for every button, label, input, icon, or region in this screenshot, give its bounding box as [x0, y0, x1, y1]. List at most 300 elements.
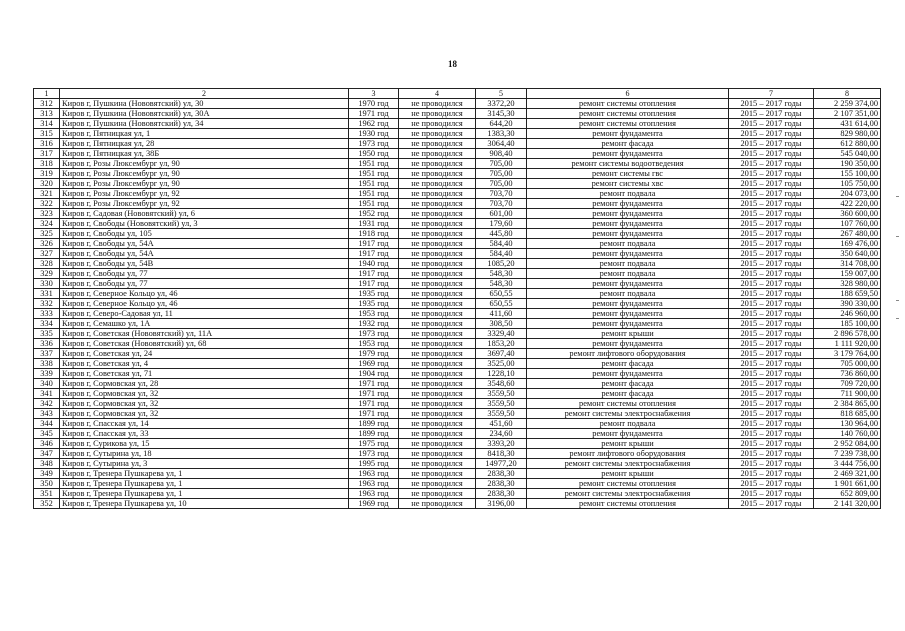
work-type-cell: ремонт фундамента [527, 219, 729, 229]
build-year-cell: 1953 год [349, 339, 399, 349]
column-header: 5 [476, 89, 527, 99]
period-cell: 2015 – 2017 годы [729, 369, 814, 379]
last-repair-cell: не проводился [399, 119, 476, 129]
table-row [34, 159, 881, 169]
cost-cell: 3 179 764,00 [814, 349, 881, 359]
last-repair-cell: не проводился [399, 239, 476, 249]
row-number-cell: 323 [34, 209, 60, 219]
address-cell: Киров г, Тренера Пушкарева ул, 1 [60, 489, 349, 499]
last-repair-cell: не проводился [399, 439, 476, 449]
last-repair-cell: не проводился [399, 419, 476, 429]
row-number-cell: 352 [34, 499, 60, 509]
column-header: 2 [60, 89, 349, 99]
work-type-cell: ремонт системы водоотведения [527, 159, 729, 169]
period-cell: 2015 – 2017 годы [729, 239, 814, 249]
table-row [34, 479, 881, 489]
table-row [34, 139, 881, 149]
last-repair-cell: не проводился [399, 199, 476, 209]
build-year-cell: 1951 год [349, 159, 399, 169]
build-year-cell: 1935 год [349, 299, 399, 309]
period-cell: 2015 – 2017 годы [729, 459, 814, 469]
build-year-cell: 1969 год [349, 359, 399, 369]
build-year-cell: 1951 год [349, 179, 399, 189]
area-cell: 3697,40 [476, 349, 527, 359]
last-repair-cell: не проводился [399, 229, 476, 239]
build-year-cell: 1917 год [349, 249, 399, 259]
table-row [34, 249, 881, 259]
last-repair-cell: не проводился [399, 429, 476, 439]
cost-cell: 155 100,00 [814, 169, 881, 179]
address-cell: Киров г, Пятницкая ул, 38Б [60, 149, 349, 159]
area-cell: 1853,20 [476, 339, 527, 349]
table-row [34, 489, 881, 499]
table-row [34, 209, 881, 219]
table-body [34, 99, 881, 509]
build-year-cell: 1940 год [349, 259, 399, 269]
row-number-cell: 348 [34, 459, 60, 469]
build-year-cell: 1917 год [349, 269, 399, 279]
build-year-cell: 1904 год [349, 369, 399, 379]
area-cell: 2838,30 [476, 469, 527, 479]
area-cell: 548,30 [476, 279, 527, 289]
row-number-cell: 339 [34, 369, 60, 379]
table-row [34, 269, 881, 279]
last-repair-cell: не проводился [399, 179, 476, 189]
last-repair-cell: не проводился [399, 129, 476, 139]
cost-cell: 1 111 920,00 [814, 339, 881, 349]
period-cell: 2015 – 2017 годы [729, 409, 814, 419]
period-cell: 2015 – 2017 годы [729, 389, 814, 399]
address-cell: Киров г, Тренера Пушкарева ул, 1 [60, 479, 349, 489]
cost-cell: 204 073,00 [814, 189, 881, 199]
period-cell: 2015 – 2017 годы [729, 449, 814, 459]
work-type-cell: ремонт системы гвс [527, 169, 729, 179]
area-cell: 1228,10 [476, 369, 527, 379]
scan-margin-mark [896, 196, 899, 197]
row-number-cell: 325 [34, 229, 60, 239]
table-row [34, 439, 881, 449]
column-header: 3 [349, 89, 399, 99]
work-type-cell: ремонт фундамента [527, 149, 729, 159]
work-type-cell: ремонт лифтового оборудования [527, 449, 729, 459]
address-cell: Киров г, Советская (Нововятский) ул, 11А [60, 329, 349, 339]
build-year-cell: 1953 год [349, 309, 399, 319]
table-row [34, 419, 881, 429]
cost-cell: 705 000,00 [814, 359, 881, 369]
area-cell: 445,80 [476, 229, 527, 239]
last-repair-cell: не проводился [399, 219, 476, 229]
table-row [34, 239, 881, 249]
area-cell: 2838,30 [476, 479, 527, 489]
area-cell: 703,70 [476, 199, 527, 209]
row-number-cell: 351 [34, 489, 60, 499]
work-type-cell: ремонт крыши [527, 329, 729, 339]
cost-cell: 2 259 374,00 [814, 99, 881, 109]
work-type-cell: ремонт крыши [527, 469, 729, 479]
address-cell: Киров г, Спасская ул, 33 [60, 429, 349, 439]
address-cell: Киров г, Садовая (Нововятский) ул, 6 [60, 209, 349, 219]
area-cell: 644,20 [476, 119, 527, 129]
cost-cell: 829 980,00 [814, 129, 881, 139]
work-type-cell: ремонт фасада [527, 139, 729, 149]
last-repair-cell: не проводился [399, 369, 476, 379]
cost-cell: 267 480,00 [814, 229, 881, 239]
cost-cell: 169 476,00 [814, 239, 881, 249]
build-year-cell: 1971 год [349, 379, 399, 389]
cost-cell: 709 720,00 [814, 379, 881, 389]
address-cell: Киров г, Свободы ул, 54А [60, 239, 349, 249]
work-type-cell: ремонт системы отопления [527, 109, 729, 119]
address-cell: Киров г, Пятницкая ул, 1 [60, 129, 349, 139]
table-row [34, 349, 881, 359]
area-cell: 3329,40 [476, 329, 527, 339]
row-number-cell: 326 [34, 239, 60, 249]
last-repair-cell: не проводился [399, 249, 476, 259]
column-header: 1 [34, 89, 60, 99]
period-cell: 2015 – 2017 годы [729, 149, 814, 159]
row-number-cell: 314 [34, 119, 60, 129]
work-type-cell: ремонт фундамента [527, 129, 729, 139]
address-cell: Киров г, Сутырина ул, 3 [60, 459, 349, 469]
row-number-cell: 320 [34, 179, 60, 189]
period-cell: 2015 – 2017 годы [729, 109, 814, 119]
period-cell: 2015 – 2017 годы [729, 469, 814, 479]
column-header: 8 [814, 89, 881, 99]
cost-cell: 159 007,00 [814, 269, 881, 279]
area-cell: 2838,30 [476, 489, 527, 499]
table-row [34, 429, 881, 439]
work-type-cell: ремонт фасада [527, 359, 729, 369]
last-repair-cell: не проводился [399, 109, 476, 119]
table-row [34, 119, 881, 129]
cost-cell: 130 964,00 [814, 419, 881, 429]
address-cell: Киров г, Свободы ул, 105 [60, 229, 349, 239]
area-cell: 705,00 [476, 159, 527, 169]
period-cell: 2015 – 2017 годы [729, 159, 814, 169]
period-cell: 2015 – 2017 годы [729, 329, 814, 339]
work-type-cell: ремонт фундамента [527, 199, 729, 209]
table-row [34, 399, 881, 409]
address-cell: Киров г, Советская ул, 4 [60, 359, 349, 369]
cost-cell: 652 809,00 [814, 489, 881, 499]
row-number-cell: 313 [34, 109, 60, 119]
address-cell: Киров г, Спасская ул, 14 [60, 419, 349, 429]
address-cell: Киров г, Свободы ул, 54В [60, 259, 349, 269]
table-row [34, 299, 881, 309]
row-number-cell: 330 [34, 279, 60, 289]
work-type-cell: ремонт фундамента [527, 429, 729, 439]
build-year-cell: 1995 год [349, 459, 399, 469]
work-type-cell: ремонт фасада [527, 389, 729, 399]
last-repair-cell: не проводился [399, 329, 476, 339]
period-cell: 2015 – 2017 годы [729, 99, 814, 109]
cost-cell: 818 685,00 [814, 409, 881, 419]
area-cell: 601,00 [476, 209, 527, 219]
cost-cell: 2 952 084,00 [814, 439, 881, 449]
page-number: 18 [448, 59, 457, 69]
row-number-cell: 338 [34, 359, 60, 369]
work-type-cell: ремонт системы отопления [527, 479, 729, 489]
period-cell: 2015 – 2017 годы [729, 429, 814, 439]
period-cell: 2015 – 2017 годы [729, 269, 814, 279]
table-row [34, 129, 881, 139]
table-row [34, 319, 881, 329]
build-year-cell: 1971 год [349, 409, 399, 419]
last-repair-cell: не проводился [399, 259, 476, 269]
scan-margin-mark [896, 318, 899, 319]
period-cell: 2015 – 2017 годы [729, 479, 814, 489]
work-type-cell: ремонт системы электроснабжения [527, 459, 729, 469]
cost-cell: 185 100,00 [814, 319, 881, 329]
period-cell: 2015 – 2017 годы [729, 229, 814, 239]
area-cell: 705,00 [476, 179, 527, 189]
build-year-cell: 1951 год [349, 189, 399, 199]
build-year-cell: 1973 год [349, 139, 399, 149]
last-repair-cell: не проводился [399, 359, 476, 369]
row-number-cell: 346 [34, 439, 60, 449]
address-cell: Киров г, Северное Кольцо ул, 46 [60, 289, 349, 299]
address-cell: Киров г, Северо-Садовая ул, 11 [60, 309, 349, 319]
row-number-cell: 319 [34, 169, 60, 179]
cost-cell: 328 980,00 [814, 279, 881, 289]
work-type-cell: ремонт системы хвс [527, 179, 729, 189]
cost-cell: 2 141 320,00 [814, 499, 881, 509]
last-repair-cell: не проводился [399, 459, 476, 469]
cost-cell: 360 600,00 [814, 209, 881, 219]
area-cell: 234,60 [476, 429, 527, 439]
period-cell: 2015 – 2017 годы [729, 379, 814, 389]
work-type-cell: ремонт подвала [527, 239, 729, 249]
cost-cell: 612 880,00 [814, 139, 881, 149]
build-year-cell: 1971 год [349, 109, 399, 119]
area-cell: 3559,50 [476, 409, 527, 419]
period-cell: 2015 – 2017 годы [729, 419, 814, 429]
row-number-cell: 334 [34, 319, 60, 329]
work-type-cell: ремонт фундамента [527, 229, 729, 239]
period-cell: 2015 – 2017 годы [729, 139, 814, 149]
area-cell: 3559,50 [476, 399, 527, 409]
period-cell: 2015 – 2017 годы [729, 349, 814, 359]
area-cell: 3196,00 [476, 499, 527, 509]
work-type-cell: ремонт фундамента [527, 319, 729, 329]
area-cell: 14977,20 [476, 459, 527, 469]
cost-cell: 545 040,00 [814, 149, 881, 159]
period-cell: 2015 – 2017 годы [729, 439, 814, 449]
address-cell: Киров г, Розы Люксембург ул, 90 [60, 169, 349, 179]
row-number-cell: 322 [34, 199, 60, 209]
cost-cell: 3 444 756,00 [814, 459, 881, 469]
last-repair-cell: не проводился [399, 149, 476, 159]
row-number-cell: 332 [34, 299, 60, 309]
area-cell: 3372,20 [476, 99, 527, 109]
last-repair-cell: не проводился [399, 279, 476, 289]
build-year-cell: 1971 год [349, 389, 399, 399]
scan-margin-mark [896, 236, 899, 237]
build-year-cell: 1969 год [349, 499, 399, 509]
period-cell: 2015 – 2017 годы [729, 209, 814, 219]
row-number-cell: 331 [34, 289, 60, 299]
last-repair-cell: не проводился [399, 479, 476, 489]
work-type-cell: ремонт фундамента [527, 309, 729, 319]
row-number-cell: 316 [34, 139, 60, 149]
table-row [34, 169, 881, 179]
area-cell: 179,60 [476, 219, 527, 229]
area-cell: 3559,50 [476, 389, 527, 399]
build-year-cell: 1935 год [349, 289, 399, 299]
area-cell: 703,70 [476, 189, 527, 199]
area-cell: 650,55 [476, 289, 527, 299]
address-cell: Киров г, Свободы ул, 77 [60, 279, 349, 289]
work-type-cell: ремонт системы отопления [527, 399, 729, 409]
build-year-cell: 1979 год [349, 349, 399, 359]
address-cell: Киров г, Розы Люксембург ул, 90 [60, 159, 349, 169]
build-year-cell: 1917 год [349, 279, 399, 289]
work-type-cell: ремонт фундамента [527, 279, 729, 289]
row-number-cell: 350 [34, 479, 60, 489]
table-row [34, 309, 881, 319]
address-cell: Киров г, Розы Люксембург ул, 92 [60, 199, 349, 209]
build-year-cell: 1899 год [349, 419, 399, 429]
build-year-cell: 1917 год [349, 239, 399, 249]
period-cell: 2015 – 2017 годы [729, 289, 814, 299]
last-repair-cell: не проводился [399, 389, 476, 399]
address-cell: Киров г, Розы Люксембург ул, 92 [60, 189, 349, 199]
last-repair-cell: не проводился [399, 269, 476, 279]
area-cell: 411,60 [476, 309, 527, 319]
period-cell: 2015 – 2017 годы [729, 189, 814, 199]
work-type-cell: ремонт системы отопления [527, 99, 729, 109]
area-cell: 3548,60 [476, 379, 527, 389]
area-cell: 451,60 [476, 419, 527, 429]
row-number-cell: 321 [34, 189, 60, 199]
build-year-cell: 1975 год [349, 439, 399, 449]
build-year-cell: 1950 год [349, 149, 399, 159]
area-cell: 3525,00 [476, 359, 527, 369]
work-type-cell: ремонт подвала [527, 269, 729, 279]
address-cell: Киров г, Семашко ул, 1А [60, 319, 349, 329]
table-row [34, 289, 881, 299]
last-repair-cell: не проводился [399, 319, 476, 329]
address-cell: Киров г, Розы Люксембург ул, 90 [60, 179, 349, 189]
table-row [34, 449, 881, 459]
cost-cell: 7 239 738,00 [814, 449, 881, 459]
period-cell: 2015 – 2017 годы [729, 359, 814, 369]
last-repair-cell: не проводился [399, 339, 476, 349]
work-type-cell: ремонт фундамента [527, 339, 729, 349]
row-number-cell: 336 [34, 339, 60, 349]
address-cell: Киров г, Советская ул, 71 [60, 369, 349, 379]
row-number-cell: 335 [34, 329, 60, 339]
address-cell: Киров г, Тренера Пушкарева ул, 10 [60, 499, 349, 509]
work-type-cell: ремонт фундамента [527, 299, 729, 309]
build-year-cell: 1931 год [349, 219, 399, 229]
scan-margin-mark [896, 300, 899, 301]
period-cell: 2015 – 2017 годы [729, 199, 814, 209]
build-year-cell: 1963 год [349, 469, 399, 479]
last-repair-cell: не проводился [399, 99, 476, 109]
table-row [34, 219, 881, 229]
address-cell: Киров г, Северное Кольцо ул, 46 [60, 299, 349, 309]
address-cell: Киров г, Свободы (Нововятский) ул, 3 [60, 219, 349, 229]
last-repair-cell: не проводился [399, 209, 476, 219]
row-number-cell: 349 [34, 469, 60, 479]
column-header: 4 [399, 89, 476, 99]
address-cell: Киров г, Советская ул, 24 [60, 349, 349, 359]
cost-cell: 246 960,00 [814, 309, 881, 319]
area-cell: 908,40 [476, 149, 527, 159]
address-cell: Киров г, Сормовская ул, 28 [60, 379, 349, 389]
period-cell: 2015 – 2017 годы [729, 399, 814, 409]
address-cell: Киров г, Сормовская ул, 32 [60, 399, 349, 409]
column-number-row [34, 89, 881, 99]
column-header: 7 [729, 89, 814, 99]
build-year-cell: 1952 год [349, 209, 399, 219]
cost-cell: 140 760,00 [814, 429, 881, 439]
area-cell: 705,00 [476, 169, 527, 179]
address-cell: Киров г, Тренера Пушкарева ул, 1 [60, 469, 349, 479]
build-year-cell: 1963 год [349, 479, 399, 489]
work-type-cell: ремонт фундамента [527, 209, 729, 219]
work-type-cell: ремонт системы отопления [527, 499, 729, 509]
area-cell: 1383,30 [476, 129, 527, 139]
address-cell: Киров г, Пушкина (Нововятский) ул, 30 [60, 99, 349, 109]
row-number-cell: 318 [34, 159, 60, 169]
row-number-cell: 333 [34, 309, 60, 319]
address-cell: Киров г, Сутырина ул, 18 [60, 449, 349, 459]
cost-cell: 2 469 321,00 [814, 469, 881, 479]
row-number-cell: 312 [34, 99, 60, 109]
build-year-cell: 1963 год [349, 489, 399, 499]
period-cell: 2015 – 2017 годы [729, 309, 814, 319]
cost-cell: 736 860,00 [814, 369, 881, 379]
work-type-cell: ремонт лифтового оборудования [527, 349, 729, 359]
address-cell: Киров г, Свободы ул, 77 [60, 269, 349, 279]
work-type-cell: ремонт системы электроснабжения [527, 409, 729, 419]
row-number-cell: 347 [34, 449, 60, 459]
build-year-cell: 1971 год [349, 399, 399, 409]
cost-cell: 107 760,00 [814, 219, 881, 229]
cost-cell: 390 330,00 [814, 299, 881, 309]
column-header: 6 [527, 89, 729, 99]
period-cell: 2015 – 2017 годы [729, 119, 814, 129]
cost-cell: 314 708,00 [814, 259, 881, 269]
build-year-cell: 1930 год [349, 129, 399, 139]
cost-cell: 188 659,50 [814, 289, 881, 299]
cost-cell: 350 640,00 [814, 249, 881, 259]
last-repair-cell: не проводился [399, 349, 476, 359]
last-repair-cell: не проводился [399, 409, 476, 419]
table-row [34, 99, 881, 109]
period-cell: 2015 – 2017 годы [729, 299, 814, 309]
row-number-cell: 324 [34, 219, 60, 229]
last-repair-cell: не проводился [399, 189, 476, 199]
repair-register-table [33, 88, 881, 509]
last-repair-cell: не проводился [399, 379, 476, 389]
area-cell: 8418,30 [476, 449, 527, 459]
period-cell: 2015 – 2017 годы [729, 169, 814, 179]
work-type-cell: ремонт крыши [527, 439, 729, 449]
address-cell: Киров г, Свободы ул, 54А [60, 249, 349, 259]
table-row [34, 149, 881, 159]
build-year-cell: 1973 год [349, 449, 399, 459]
row-number-cell: 328 [34, 259, 60, 269]
table-row [34, 179, 881, 189]
last-repair-cell: не проводился [399, 489, 476, 499]
row-number-cell: 317 [34, 149, 60, 159]
table-row [34, 379, 881, 389]
period-cell: 2015 – 2017 годы [729, 279, 814, 289]
address-cell: Киров г, Советская (Нововятский) ул, 68 [60, 339, 349, 349]
